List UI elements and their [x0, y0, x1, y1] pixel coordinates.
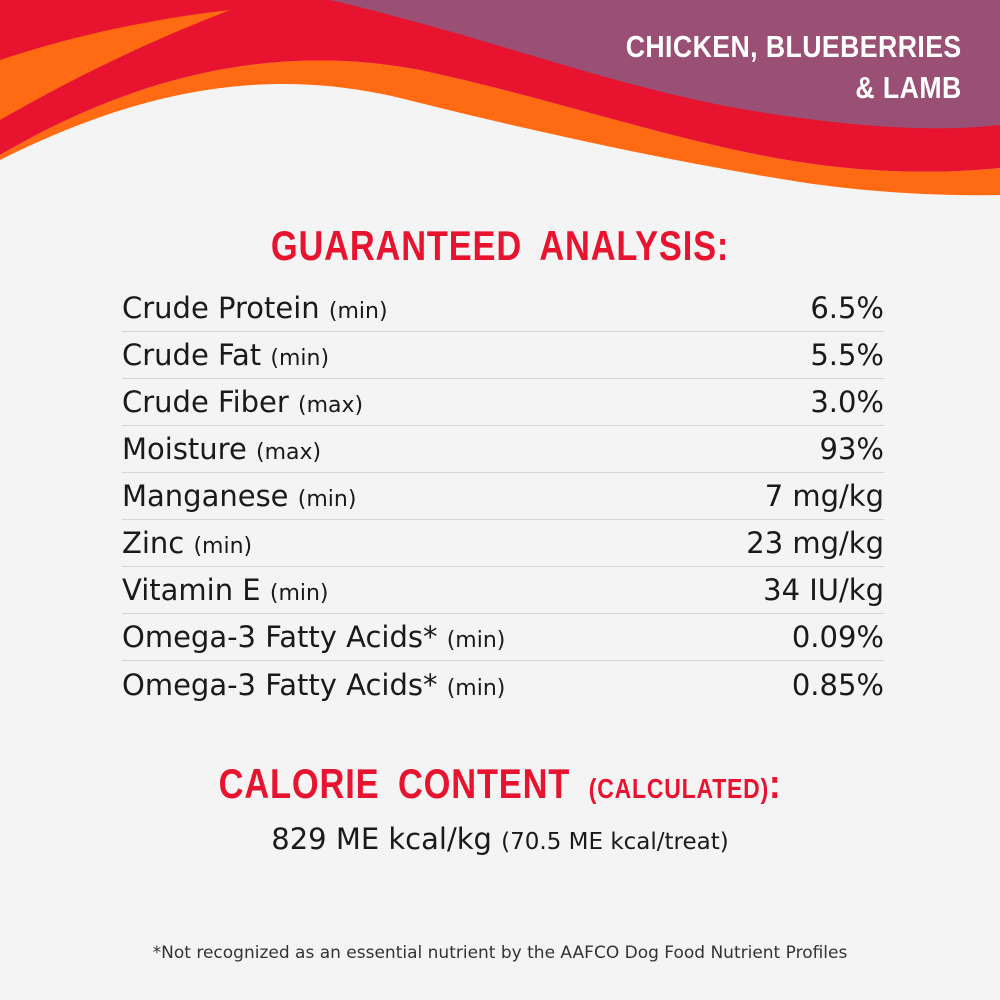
nutrient-value: 0.85% — [791, 667, 884, 702]
calorie-heading-colon: : — [769, 760, 782, 807]
calorie-heading-qualifier: (CALCULATED) — [588, 773, 770, 804]
nutrient-qualifier: (min) — [297, 487, 357, 512]
nutrient-value: 93% — [819, 432, 884, 466]
table-row — [122, 661, 884, 708]
guaranteed-analysis-table — [122, 285, 884, 708]
nutrient-value: 23 mg/kg — [746, 526, 884, 560]
nutrient-value: 0.09% — [791, 620, 884, 654]
nutrient-value: 7 mg/kg — [764, 479, 884, 513]
table-row — [122, 614, 884, 661]
flavor-line-2: & LAMB — [855, 70, 962, 105]
nutrient-name: Crude Protein — [122, 291, 320, 325]
table-row — [122, 285, 884, 332]
nutrient-name: Vitamin E — [122, 573, 261, 607]
nutrient-qualifier: (min) — [446, 675, 506, 701]
nutrient-qualifier: (max) — [298, 393, 364, 418]
nutrient-value: 3.0% — [810, 385, 884, 419]
calorie-content-value — [0, 822, 1000, 856]
calorie-per-treat: (70.5 ME kcal/treat) — [501, 829, 729, 855]
flavor-title — [626, 26, 962, 108]
table-row — [122, 426, 884, 473]
nutrient-value: 34 IU/kg — [763, 573, 884, 607]
nutrient-name: Crude Fat — [122, 338, 262, 372]
nutrient-qualifier: (max) — [256, 440, 322, 465]
nutrient-qualifier: (min) — [328, 299, 388, 324]
calorie-heading-text: CALORIE CONTENT — [218, 760, 571, 807]
nutrient-qualifier: (min) — [446, 628, 506, 653]
nutrient-value: 5.5% — [810, 338, 884, 372]
nutrient-name: Crude Fiber — [122, 385, 289, 419]
nutrient-qualifier: (min) — [193, 534, 253, 559]
calorie-per-kg: 829 ME kcal/kg — [271, 822, 492, 856]
flavor-line-1: CHICKEN, BLUEBERRIES — [626, 29, 962, 64]
nutrient-qualifier: (min) — [269, 581, 329, 606]
table-row — [122, 567, 884, 614]
nutrient-name: Manganese — [122, 479, 289, 513]
guaranteed-analysis-heading: GUARANTEED ANALYSIS: — [270, 222, 730, 269]
nutrient-name: Omega-3 Fatty Acids* — [122, 667, 438, 702]
nutrient-name: Zinc — [122, 526, 185, 560]
nutrient-name: Moisture — [122, 432, 247, 466]
footnote: *Not recognized as an essential nutrient by the AAFCO Dog Food Nutrient Profiles — [152, 943, 848, 963]
calorie-content-heading — [90, 760, 910, 813]
nutrient-value: 6.5% — [810, 291, 884, 325]
table-row — [122, 379, 884, 426]
table-row — [122, 473, 884, 520]
nutrient-qualifier: (min) — [270, 346, 330, 371]
table-row — [122, 520, 884, 567]
table-row — [122, 332, 884, 379]
nutrient-name: Omega-3 Fatty Acids* — [122, 620, 438, 654]
